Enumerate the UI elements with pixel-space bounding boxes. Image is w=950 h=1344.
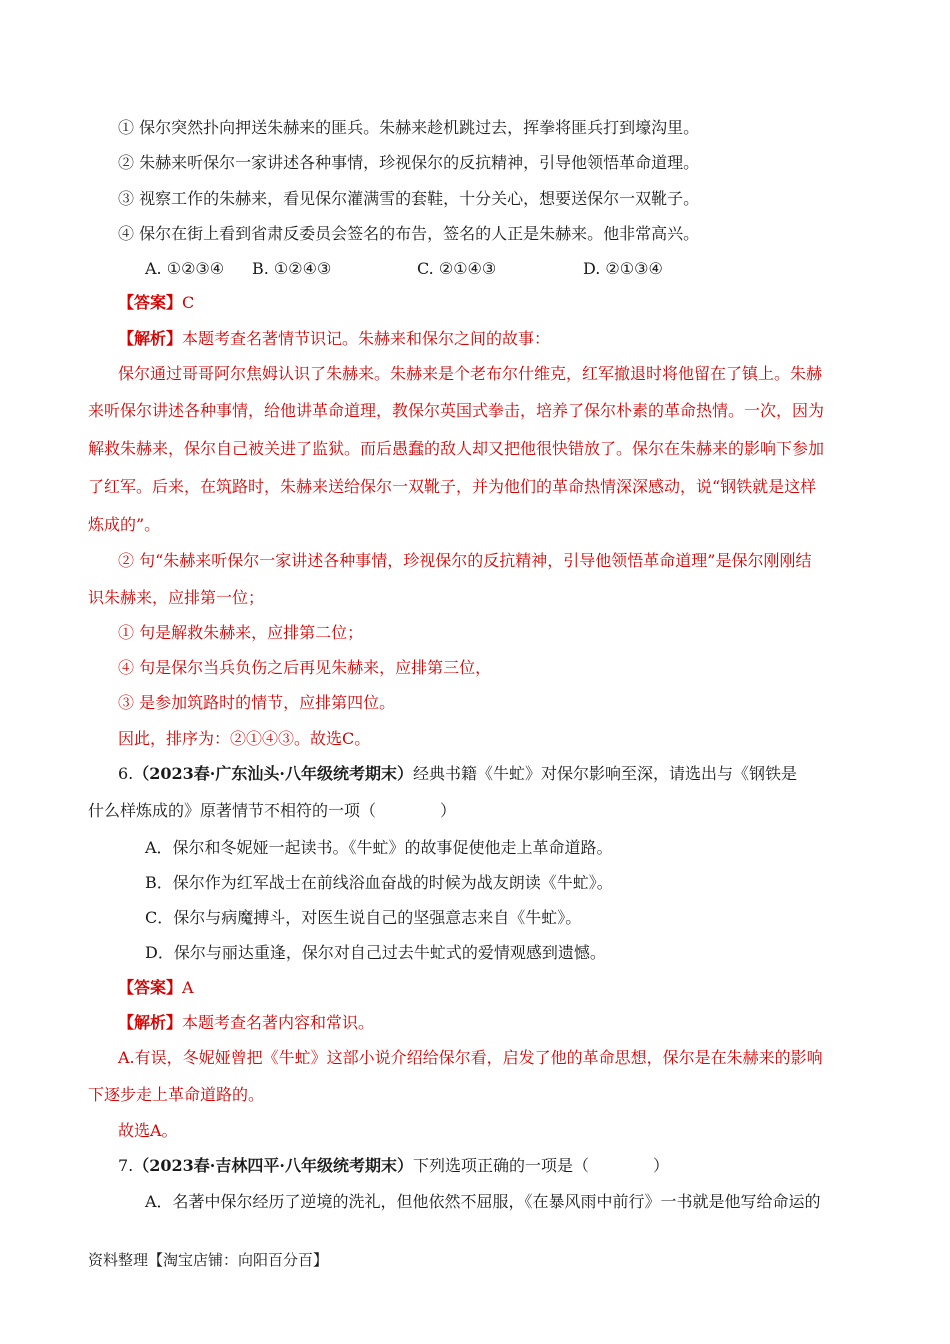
answer-tag: 【答案】 xyxy=(118,293,183,312)
q5-para1-line-3: 解救朱赫来，保尔自己被关进了监狱。而后愚蠢的敌人却又把他很快错放了。保尔在朱赫来的影响下参加 xyxy=(88,439,825,458)
q5-line-c: ③ 是参加筑路时的情节，应排第四位。 xyxy=(118,693,396,712)
q5-para2-line-1: ② 句“朱赫来听保尔一家讲述各种事情，珍视保尔的反抗精神，引导他领悟革命道理”是保尔刚刚结 xyxy=(118,551,812,570)
answer-value: A xyxy=(182,978,194,997)
q5-option-c: C. ②①④③ xyxy=(417,259,497,278)
q6-conclusion: 故选A。 xyxy=(118,1121,178,1140)
q5-item-4: ④ 保尔在街上看到省肃反委员会签名的布告，签名的人正是朱赫来。他非常高兴。 xyxy=(118,224,700,243)
answer-tag: 【答案】 xyxy=(118,978,183,997)
q5-conclusion: 因此，排序为：②①④③。故选C。 xyxy=(118,729,371,748)
q5-answer xyxy=(118,292,194,314)
q5-para1-line-5: 炼成的”。 xyxy=(88,515,161,534)
q5-option-a: A. ①②③④ xyxy=(145,259,225,278)
q7-number: 7. xyxy=(118,1156,134,1175)
q6-para-line-1: A.有误，冬妮娅曾把《牛虻》这部小说介绍给保尔看，启发了他的革命思想，保尔是在朱赫来的影响 xyxy=(118,1048,823,1067)
q5-line-b: ④ 句是保尔当兵负伤之后再见朱赫来，应排第三位， xyxy=(118,658,492,677)
q5-para1-line-1: 保尔通过哥哥阿尔焦姆认识了朱赫来。朱赫来是个老布尔什维克，红军撤退时将他留在了镇上。朱赫 xyxy=(118,364,823,383)
q5-option-d: D. ②①③④ xyxy=(583,259,663,278)
q5-option-b: B. ①②④③ xyxy=(252,259,332,278)
analysis-intro: 本题考查名著情节识记。朱赫来和保尔之间的故事： xyxy=(182,329,551,348)
q6-option-b: B．保尔作为红军战士在前线浴血奋战的时候为战友朗读《牛虻》。 xyxy=(145,873,613,892)
q5-analysis xyxy=(118,328,550,350)
q5-para1-line-4: 了红军。后来，在筑路时，朱赫来送给保尔一双靴子，并为他们的革命热情深深感动，说“钢铁就是这样 xyxy=(88,477,817,496)
q6-stem-line-1 xyxy=(118,763,797,785)
q6-analysis xyxy=(118,1012,374,1034)
q5-line-a: ① 句是解救朱赫来，应排第二位； xyxy=(118,623,364,642)
q6-option-a: A．保尔和冬妮娅一起读书。《牛虻》的故事促使他走上革命道路。 xyxy=(145,838,613,857)
q6-stem-line-2: 什么样炼成的》原著情节不相符的一项（ ） xyxy=(88,801,457,820)
q6-para-line-2: 下逐步走上革命道路的。 xyxy=(88,1085,265,1104)
analysis-tag: 【解析】 xyxy=(118,329,183,348)
q6-answer xyxy=(118,977,194,999)
q6-source: （2023春·广东汕头·八年级统考期末） xyxy=(133,764,413,783)
q6-option-d: D．保尔与丽达重逢，保尔对自己过去牛虻式的爱情观感到遗憾。 xyxy=(145,943,606,962)
q6-stem-text: 经典书籍《牛虻》对保尔影响至深，请选出与《钢铁是 xyxy=(412,764,797,783)
q6-number: 6. xyxy=(118,764,134,783)
q7-option-a: A．名著中保尔经历了逆境的洗礼，但他依然不屈服，《在暴风雨中前行》一书就是他写给命运的 xyxy=(145,1192,821,1211)
q7-stem xyxy=(118,1155,669,1177)
q5-item-1: ① 保尔突然扑向押送朱赫来的匪兵。朱赫来趁机跳过去，挥拳将匪兵打到壕沟里。 xyxy=(118,118,700,137)
q5-para2-line-2: 识朱赫来，应排第一位； xyxy=(88,588,265,607)
q7-stem-text: 下列选项正确的一项是（ ） xyxy=(412,1156,669,1175)
page-footer: 资料整理【淘宝店铺：向阳百分百】 xyxy=(88,1251,329,1269)
analysis-intro: 本题考查名著内容和常识。 xyxy=(182,1013,375,1032)
answer-value: C xyxy=(182,293,195,312)
q5-item-2: ② 朱赫来听保尔一家讲述各种事情，珍视保尔的反抗精神，引导他领悟革命道理。 xyxy=(118,153,700,172)
q7-source: （2023春·吉林四平·八年级统考期末） xyxy=(133,1156,413,1175)
q5-item-3: ③ 视察工作的朱赫来，看见保尔灌满雪的套鞋，十分关心，想要送保尔一双靴子。 xyxy=(118,189,700,208)
q6-option-c: C．保尔与病魔搏斗，对医生说自己的坚强意志来自《牛虻》。 xyxy=(145,908,582,927)
q5-para1-line-2: 来听保尔讲述各种事情，给他讲革命道理，教保尔英国式拳击，培养了保尔朴素的革命热情。一次，因为 xyxy=(88,401,825,420)
analysis-tag: 【解析】 xyxy=(118,1013,183,1032)
